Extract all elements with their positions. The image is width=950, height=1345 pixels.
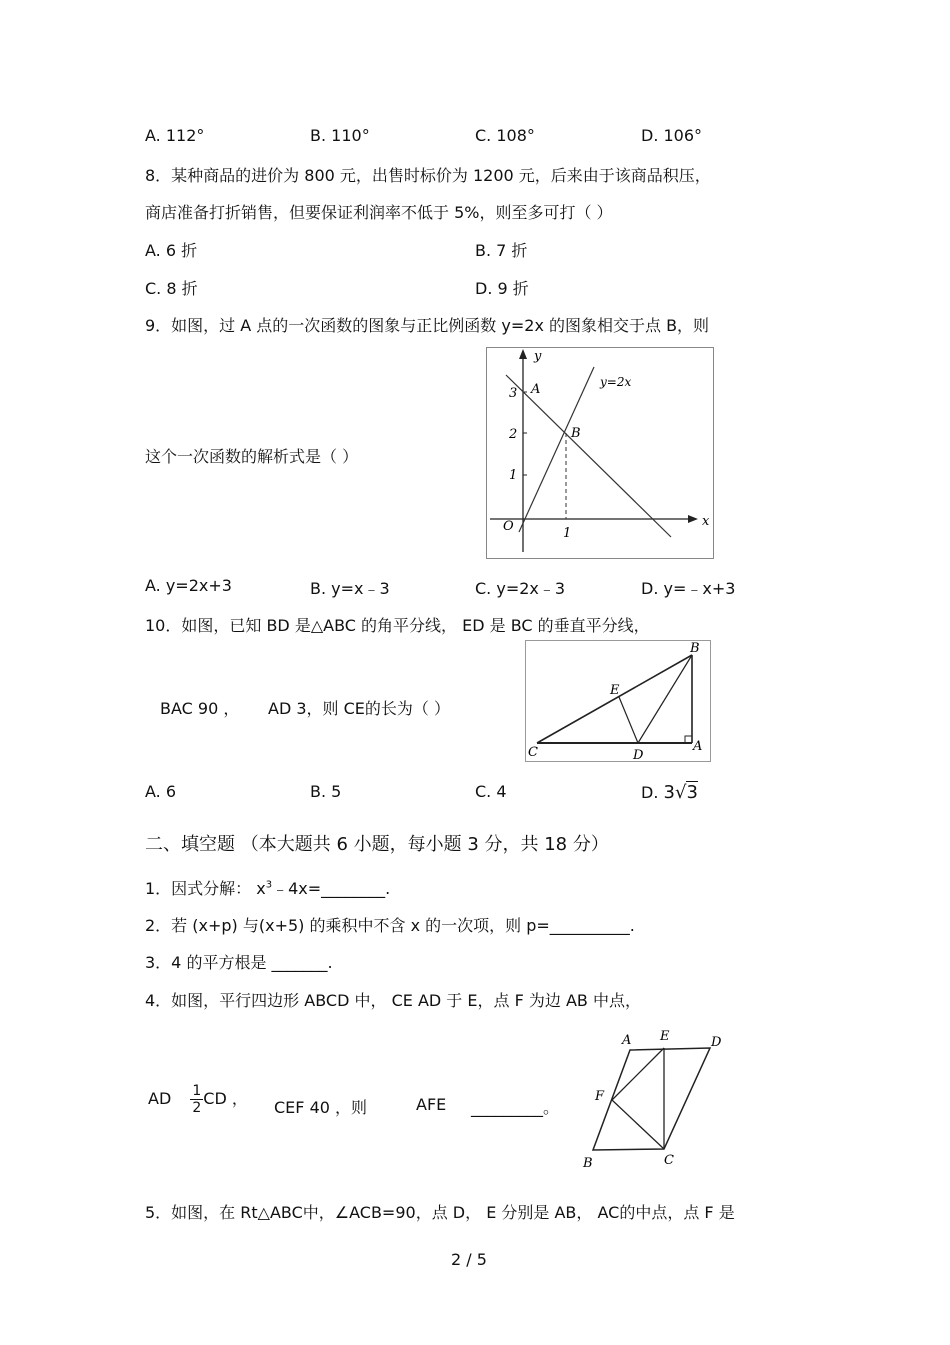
- q9-stem-line2: 这个一次函数的解析式是（ ）: [145, 447, 359, 466]
- fill4-fraction: [190, 1083, 203, 1116]
- fill4-blank: _________。: [471, 1098, 560, 1117]
- fill4-stem-line1: 4．如图，平行四边形 ABCD 中， CE AD 于 E，点 F 为边 AB 中点，: [145, 991, 641, 1010]
- q10-option-a: A. 6: [145, 782, 177, 801]
- q10-option-d-coef: 3: [663, 782, 675, 803]
- section-fill-in-title: 二、填空题 （本大题共 6 小题，每小题 3 分，共 18 分）: [145, 834, 609, 855]
- q10-label-c: C: [528, 745, 538, 760]
- fill3: 3．4 的平方根是 _______.: [145, 953, 333, 972]
- q8-stem-line2: 商店准备打折销售，但要保证利润率不低于 5%，则至多可打（ ）: [145, 203, 613, 222]
- fill4-label-c: C: [664, 1153, 674, 1168]
- q9-label-o: O: [503, 519, 514, 534]
- q8-option-c: C. 8 折: [145, 279, 198, 298]
- q9-option-a: A. y=2x+3: [145, 576, 232, 595]
- q9-label-y: y: [534, 349, 542, 364]
- fill1: [145, 876, 390, 899]
- q9-label-b: B: [571, 426, 581, 441]
- q9-stem-line1: 9．如图，过 A 点的一次函数的图象与正比例函数 y=2x 的图象相交于点 B，则: [145, 316, 710, 335]
- q9-tick-2: 2: [509, 427, 518, 442]
- q7-option-c: C. 108°: [475, 126, 535, 145]
- q7-option-b: B. 110°: [310, 126, 370, 145]
- q8-option-a: A. 6 折: [145, 241, 198, 260]
- q10-cond-bac: BAC 90 ，: [160, 699, 240, 718]
- q9-tick-1x: 1: [563, 526, 572, 541]
- fill4-frac-num: 1: [192, 1083, 202, 1099]
- fill4-cef: CEF 40 ，则: [274, 1098, 368, 1117]
- q8-option-b: B. 7 折: [475, 241, 528, 260]
- q9-label-x: x: [702, 514, 710, 529]
- q10-label-b: B: [690, 641, 700, 656]
- q10-label-e: E: [610, 683, 620, 698]
- fill4-condition: [148, 1083, 248, 1116]
- page-number: 2 / 5: [451, 1250, 487, 1269]
- q8-option-d: D. 9 折: [475, 279, 529, 298]
- fill4-label-b: B: [583, 1156, 593, 1171]
- q10-stem-line1: 10．如图，已知 BD 是△ABC 的角平分线， ED 是 BC 的垂直平分线，: [145, 616, 650, 635]
- q9-option-d: D. y=﹣x+3: [641, 579, 736, 598]
- fill4-frac-den: 2: [192, 1100, 202, 1116]
- q10-option-c: C. 4: [475, 782, 507, 801]
- fill4-figure: [580, 1028, 730, 1182]
- q9-label-a: A: [531, 382, 541, 397]
- fill1-exponent: 3: [265, 879, 273, 891]
- fill1-text-b: ﹣4x=________.: [272, 879, 391, 898]
- q10-option-d: [641, 782, 698, 803]
- fill4-ad: AD: [148, 1089, 172, 1108]
- q10-option-d-prefix: D.: [641, 783, 664, 802]
- fill4-segment-fe: [612, 1048, 664, 1100]
- fill4-label-f: F: [595, 1089, 605, 1104]
- fill4-afe: AFE: [416, 1095, 447, 1114]
- fill2: 2．若 (x+p) 与(x+5) 的乘积中不含 x 的一次项，则 p=__________.: [145, 916, 635, 935]
- q10-label-a: A: [693, 739, 703, 754]
- radical-sign-icon: √: [674, 782, 687, 803]
- fill4-label-a: A: [622, 1033, 632, 1048]
- q8-stem-line1: 8．某种商品的进价为 800 元，出售时标价为 1200 元，后来由于该商品积压，: [145, 166, 711, 185]
- q9-label-line: y=2x: [600, 375, 632, 389]
- fill4-label-e: E: [660, 1029, 670, 1044]
- q7-option-a: A. 112°: [145, 126, 205, 145]
- q9-option-b: B. y=x﹣3: [310, 579, 390, 598]
- fill4-cd: CD ，: [203, 1089, 248, 1108]
- fill1-text-a: 1．因式分解： x: [145, 879, 266, 898]
- q10-figure: [525, 640, 715, 772]
- q7-option-d: D. 106°: [641, 126, 703, 145]
- fill4-segment-fc: [612, 1100, 664, 1149]
- fill4-label-d: D: [711, 1035, 722, 1050]
- q9-tick-1y: 1: [509, 468, 518, 483]
- q9-option-c: C. y=2x﹣3: [475, 579, 566, 598]
- q10-option-b: B. 5: [310, 782, 342, 801]
- q9-figure: [486, 347, 716, 565]
- q10-cond-ad: AD 3，则 CE的长为（ ）: [268, 699, 450, 718]
- fill4-parallelogram: [593, 1048, 710, 1150]
- q10-label-d: D: [633, 748, 644, 763]
- q9-tick-3: 3: [509, 386, 518, 401]
- fill5: 5．如图，在 Rt△ABC中，∠ACB=90，点 D， E 分别是 AB， AC的中点，点 F 是: [145, 1203, 735, 1222]
- q10-option-d-radicand: 3: [686, 782, 698, 803]
